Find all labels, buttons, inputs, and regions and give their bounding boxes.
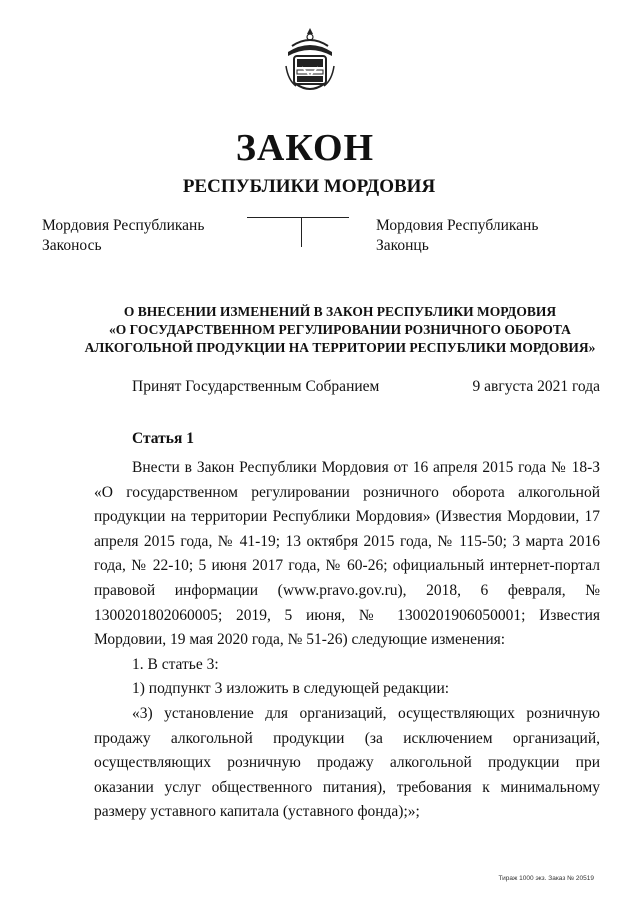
moksha-title-line-2: Законось	[42, 237, 102, 254]
erzya-title-line-1: Мордовия Республикань	[376, 217, 539, 234]
adoption-line	[132, 378, 600, 396]
paragraph-subitem-3-text: «3) установление для организаций, осуществляющих розничную продажу алкогольной продукции (за исключением организаций, осуществляющих розничную продажу алкогольной продукции при оказании услуг общественного питания), требования к минимальному размеру уставного капитала (уставного фонда);»;	[94, 704, 600, 821]
article-heading: Статья 1	[132, 430, 194, 447]
adoption-date: 9 августа 2021 года	[472, 378, 600, 395]
erzya-title-block	[376, 216, 538, 256]
law-heading	[60, 303, 620, 357]
law-number-field	[247, 217, 349, 247]
moksha-title-block	[42, 216, 204, 256]
print-run-note: Тираж 1000 экз. Заказ № 20519	[498, 875, 594, 882]
document-title: ЗАКОН	[235, 127, 375, 169]
document-body	[94, 456, 600, 825]
law-heading-line-2: «О ГОСУДАРСТВЕННОМ РЕГУЛИРОВАНИИ РОЗНИЧНОГО ОБОРОТА	[109, 322, 571, 337]
coat-of-arms-emblem	[282, 26, 338, 96]
law-heading-line-3: АЛКОГОЛЬНОЙ ПРОДУКЦИИ НА ТЕРРИТОРИИ РЕСПУБЛИКИ МОРДОВИЯ»	[84, 340, 596, 355]
law-heading-line-1: О ВНЕСЕНИИ ИЗМЕНЕНИЙ В ЗАКОН РЕСПУБЛИКИ МОРДОВИЯ	[123, 304, 557, 319]
moksha-title-line-1: Мордовия Республикань	[42, 217, 205, 234]
paragraph-intro: Внести в Закон Республики Мордовия от 16 апреля 2015 года № 18-З «О государственном регулировании розничного оборота алкогольной продукции на территории Республики Мордовия» (Известия Мордовии, 17 апреля 2015 года, № 41-19; 13 октября 2015 года, № 115-50; 3 марта 2016 года, № 22-10; 5 июня 2017 года, № 60-26; официальный интернет-портал правовой информации (www.pravo.gov.ru), 2018, 6 февраля, № 1300201802060005; 2019, 5 июня, № 1300201906050001; Известия Мордовии, 19 мая 2020 года, № 51-26) следующие изменения:	[94, 459, 600, 649]
paragraph-subitem-1: 1) подпункт 3 изложить в следующей редакции:	[132, 680, 450, 698]
paragraph-item-1: 1. В статье 3:	[132, 655, 219, 673]
erzya-title-line-2: Законць	[376, 237, 429, 254]
document-subtitle: РЕСПУБЛИКИ МОРДОВИЯ	[182, 176, 436, 197]
adoption-label: Принят Государственным Собранием	[132, 378, 380, 395]
